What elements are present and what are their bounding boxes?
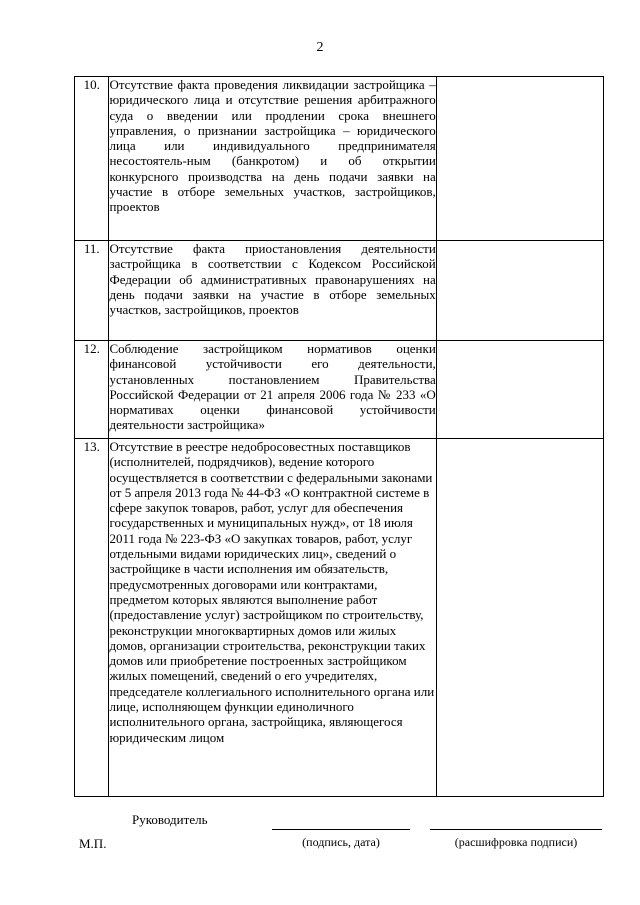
decoding-line [430, 829, 602, 830]
row-number: 13. [75, 439, 109, 797]
row-number: 11. [75, 241, 109, 341]
answer-cell [436, 341, 603, 439]
table-row [75, 241, 604, 341]
signature-line [272, 829, 410, 830]
row-number: 12. [75, 341, 109, 439]
table-row [75, 77, 604, 241]
table-row [75, 439, 604, 797]
answer-cell [436, 439, 603, 797]
head-label: Руководитель [132, 812, 208, 827]
table-row [75, 341, 604, 439]
answer-cell [436, 77, 603, 241]
row-number: 10. [75, 77, 109, 241]
stamp-label: М.П. [79, 836, 107, 851]
answer-cell [436, 241, 603, 341]
criterion-text: Отсутствие в реестре недобросовестных поставщиков (исполнителей, подрядчиков), ведение которого осуществляется в соответствии с федеральными законами от 5 апреля 2013 года № 44-ФЗ «О контрактной системе в сфере закупок товаров, работ, услуг для обеспечения государственных и муниципальных нужд», от 18 июля 2011 года № 223-ФЗ «О закупках товаров, работ, услуг отдельными видами юридических лиц», сведений о застройщике в части исполнения им обязательств, предусмотренных договорами или контрактами, предметом которых являются выполнение работ (предоставление услуг) застройщиком по строительству, реконструкции многоквартирных домов или жилых домов, организации строительства, реконструкции таких домов или приобретение построенных застройщиком жилых помещений, сведений о его учредителях, председателе коллегиального исполнительного органа или лице, исполняющем функции единоличного исполнительного органа, застройщика, являющегося юридическим лицом [109, 439, 436, 797]
criterion-text: Отсутствие факта приостановления деятельности застройщика в соответствии с Кодексом Российской Федерации об административных правонарушениях на день подачи заявки на участие в отборе земельных участков, застройщиков, проектов [109, 241, 436, 341]
criteria-table [74, 76, 604, 797]
decoding-caption: (расшифровка подписи) [454, 835, 578, 849]
signature-caption: (подпись, дата) [302, 835, 380, 849]
page-number: 2 [316, 40, 324, 55]
criterion-text: Соблюдение застройщиком нормативов оценки финансовой устойчивости его деятельности, установленных постановлением Правительства Российской Федерации от 21 апреля 2006 года № 233 «О нормативах оценки финансовой устойчивости деятельности застройщика» [109, 341, 436, 439]
criterion-text: Отсутствие факта проведения ликвидации застройщика – юридического лица и отсутствие решения арбитражного суда о введении или продлении срока внешнего управления, о признании застройщика – юридического лица или индивидуального предпринимателя несостоятель-ным (банкротом) и об открытии конкурсного производства на день подачи заявки на участие в отборе земельных участков, застройщиков, проектов [109, 77, 436, 241]
